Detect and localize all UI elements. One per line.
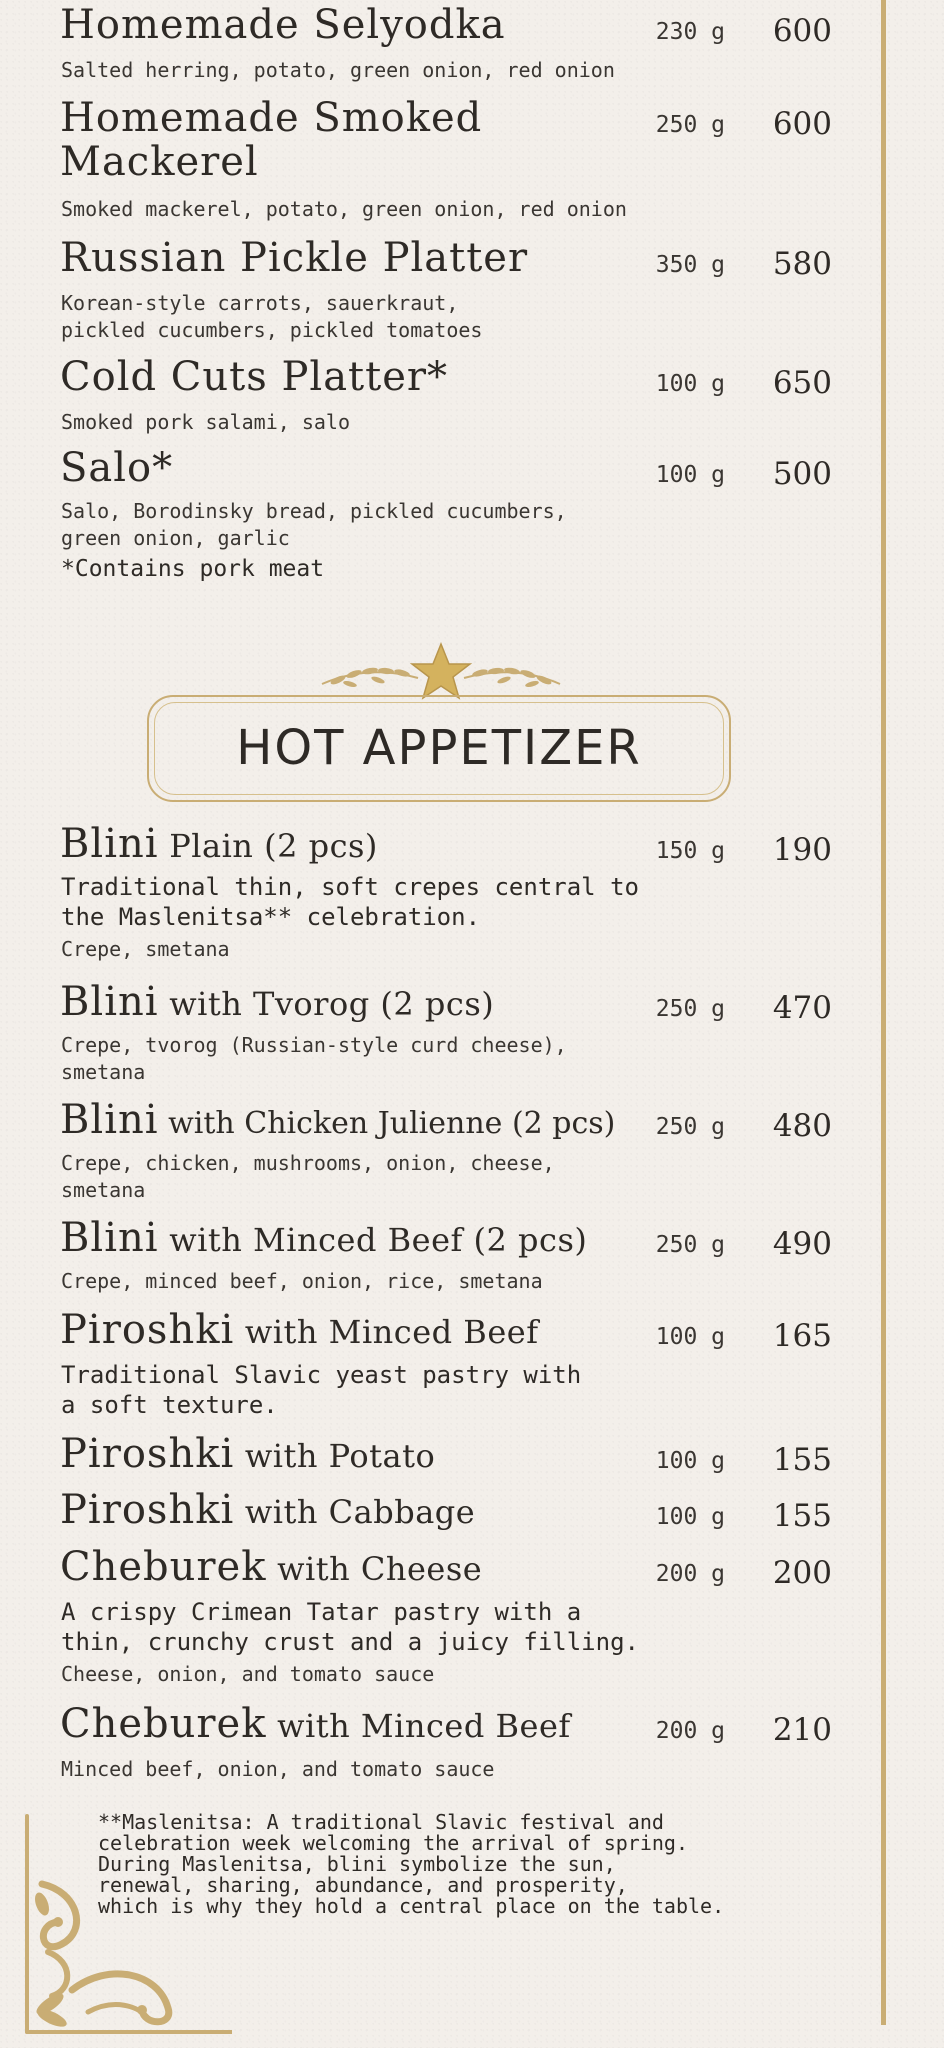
item-price: 165 (772, 1318, 832, 1354)
item-weight: 100 g (655, 1448, 725, 1474)
maslenitsa-footnote: **Maslenitsa: A traditional Slavic festival and celebration week welcoming the arrival of spring. During Maslenitsa, blini symbolize the sun, renewal, sharing, abundance, and prosperity, which is why they hold a central place on the table. (98, 1810, 725, 1918)
item-weight: 150 g (655, 838, 725, 864)
item-intro: Traditional Slavic yeast pastry with a soft texture. (61, 1361, 582, 1419)
item-description: Minced beef, onion, and tomato sauce (61, 1757, 495, 1781)
item-name-sub: with Minced Beef (266, 1707, 571, 1745)
item-name-sub: with Potato (234, 1437, 436, 1475)
item-weight: 250 g (655, 112, 725, 138)
item-name-main: Cheburek (60, 1701, 267, 1747)
item-price: 155 (772, 1442, 832, 1478)
item-weight: 100 g (655, 371, 725, 397)
item-name-sub: Plain (2 pcs) (158, 827, 378, 865)
item-name (60, 1545, 482, 1591)
item-weight: 230 g (655, 19, 725, 45)
item-name (60, 822, 378, 868)
item-description: Cheese, onion, and tomato sauce (61, 1662, 435, 1686)
item-price: 200 (772, 1555, 832, 1591)
item-weight: 250 g (655, 996, 725, 1022)
item-name-main: Blini (60, 979, 159, 1025)
item-name: Cold Cuts Platter* (60, 354, 448, 400)
item-name-sub: with Cabbage (234, 1493, 476, 1531)
item-weight: 200 g (655, 1718, 725, 1744)
item-description: Salo, Borodinsky bread, pickled cucumbers, green onion, garlic (61, 499, 567, 550)
item-weight: 250 g (655, 1114, 725, 1140)
item-name-main: Blini (60, 1097, 159, 1143)
item-name (60, 1098, 615, 1146)
item-name-main: Blini (60, 1215, 159, 1261)
item-name: Homemade Selyodka (60, 2, 506, 48)
item-price: 490 (772, 1226, 832, 1262)
item-description: Crepe, tvorog (Russian-style curd cheese), smetana (61, 1033, 567, 1084)
item-name-main: Blini (60, 821, 159, 867)
item-intro: A crispy Crimean Tatar pastry with a thin, crunchy crust and a juicy filling. (61, 1598, 639, 1656)
item-name (60, 1216, 587, 1262)
item-description: Crepe, chicken, mushrooms, onion, cheese, smetana (61, 1151, 555, 1202)
item-weight: 100 g (655, 1504, 725, 1530)
item-name-main: Piroshki (60, 1487, 235, 1533)
item-name (60, 1488, 475, 1534)
item-price: 650 (772, 365, 832, 401)
section-title: HOT APPETIZER (236, 720, 642, 776)
item-price: 210 (772, 1712, 832, 1748)
item-name (60, 1432, 435, 1478)
item-intro: Traditional thin, soft crepes central to the Maslenitsa** celebration. (61, 873, 639, 931)
item-name-sub: with Minced Beef (2 pcs) (158, 1221, 588, 1259)
item-weight: 100 g (655, 1324, 725, 1350)
item-name (60, 980, 494, 1026)
item-description: Smoked pork salami, salo (61, 410, 350, 434)
item-weight: 100 g (655, 462, 725, 488)
item-price: 580 (772, 246, 832, 282)
item-name: Homemade Smoked Mackerel (60, 95, 483, 185)
item-name-sub: with Minced Beef (234, 1313, 539, 1351)
item-weight: 250 g (655, 1232, 725, 1258)
item-name (60, 1308, 539, 1354)
item-price: 190 (772, 832, 832, 868)
item-description: Smoked mackerel, potato, green onion, red onion (61, 197, 627, 221)
pork-note: *Contains pork meat (61, 556, 325, 582)
item-name-sub: with Tvorog (2 pcs) (158, 985, 495, 1023)
item-name-sub: with Chicken Julienne (2 pcs) (158, 1106, 616, 1141)
item-name-sub: with Cheese (266, 1550, 483, 1588)
item-price: 600 (772, 13, 832, 49)
item-name-main: Piroshki (60, 1431, 235, 1477)
item-description: Crepe, smetana (61, 937, 230, 961)
item-name-main: Cheburek (60, 1544, 267, 1590)
item-price: 500 (772, 456, 832, 492)
right-border-rule (881, 0, 886, 2025)
item-price: 155 (772, 1498, 832, 1534)
item-name: Russian Pickle Platter (60, 235, 529, 281)
item-weight: 350 g (655, 252, 725, 278)
item-name (60, 1702, 571, 1748)
item-price: 600 (772, 106, 832, 142)
item-weight: 200 g (655, 1561, 725, 1587)
item-name: Salo* (60, 445, 174, 491)
item-price: 470 (772, 990, 832, 1026)
item-name-main: Piroshki (60, 1307, 235, 1353)
item-description: Korean-style carrots, sauerkraut, pickled cucumbers, pickled tomatoes (61, 291, 483, 342)
item-price: 480 (772, 1108, 832, 1144)
item-description: Salted herring, potato, green onion, red onion (61, 58, 615, 82)
item-description: Crepe, minced beef, onion, rice, smetana (61, 1269, 543, 1293)
